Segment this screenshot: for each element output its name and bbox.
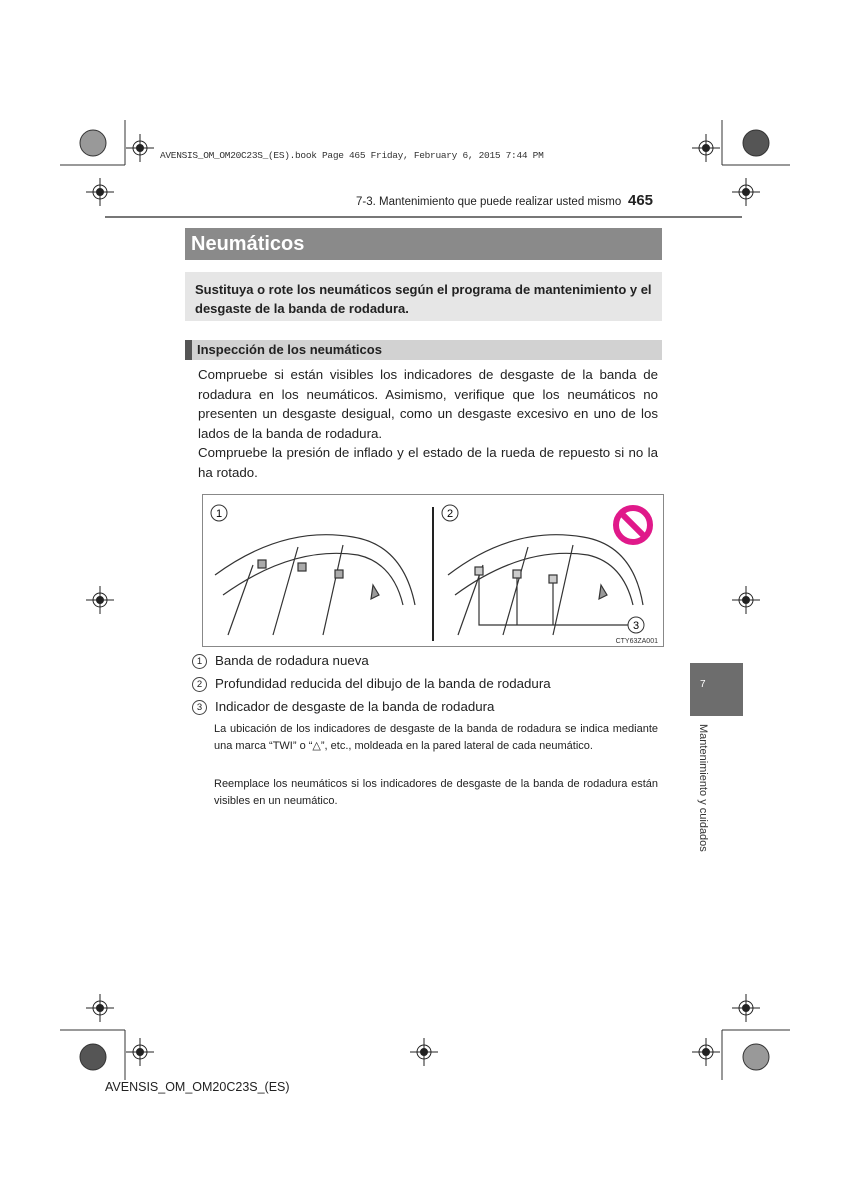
figure-label-1: 1 [215, 508, 223, 520]
prohibited-icon [616, 508, 650, 542]
paragraph: Compruebe la presión de inflado y el estado de la rueda de repuesto si no la ha rotado. [198, 445, 658, 480]
note: La ubicación de los indicadores de desgaste de la banda de rodadura se indica mediante una marca “TWI” o “△”, etc., moldeada en la pared lateral de cada neumático. [214, 723, 658, 752]
footer-text: AVENSIS_OM_OM20C23S_(ES) [105, 1080, 290, 1094]
figure-label-2: 2 [446, 508, 454, 520]
chapter-tab: 7 [690, 663, 743, 716]
legend-item [192, 676, 551, 692]
chapter-label: Mantenimiento y cuidados [697, 724, 709, 852]
legend-text: Indicador de desgaste de la banda de rodadura [215, 699, 495, 714]
page-title: Neumáticos [185, 228, 662, 260]
note: Reemplace los neumáticos si los indicadores de desgaste de la banda de rodadura están visibles en un neumático. [214, 778, 658, 807]
legend-text: Profundidad reducida del dibujo de la banda de rodadura [215, 676, 551, 691]
legend-item [192, 699, 494, 715]
figure-label-3: 3 [632, 620, 640, 632]
page-number: 465 [628, 192, 654, 209]
legend-number: 3 [192, 700, 207, 715]
tire-figure [202, 494, 664, 647]
legend-number: 2 [192, 677, 207, 692]
paragraph: Compruebe si están visibles los indicadores de desgaste de la banda de rodadura en los neumáticos. Asimismo, verifique que los neumáticos no presenten un desgaste desigual, como un desgaste excesivo en uno de los lados de la banda de rodadura. [198, 367, 658, 441]
subheading: Inspección de los neumáticos [185, 340, 662, 360]
print-info: AVENSIS_OM_OM20C23S_(ES).book Page 465 Friday, February 6, 2015 7:44 PM [160, 150, 544, 161]
legend-number: 1 [192, 654, 207, 669]
figure-code: CTY63ZA001 [615, 638, 658, 645]
legend-text: Banda de rodadura nueva [215, 653, 369, 668]
header-rule [105, 216, 742, 218]
tire-illustration [203, 495, 663, 646]
legend-item [192, 653, 369, 669]
intro-box: Sustituya o rote los neumáticos según el programa de mantenimiento y el desgaste de la banda de rodadura. [185, 272, 662, 321]
section-header: 7-3. Mantenimiento que puede realizar usted mismo [356, 196, 622, 208]
